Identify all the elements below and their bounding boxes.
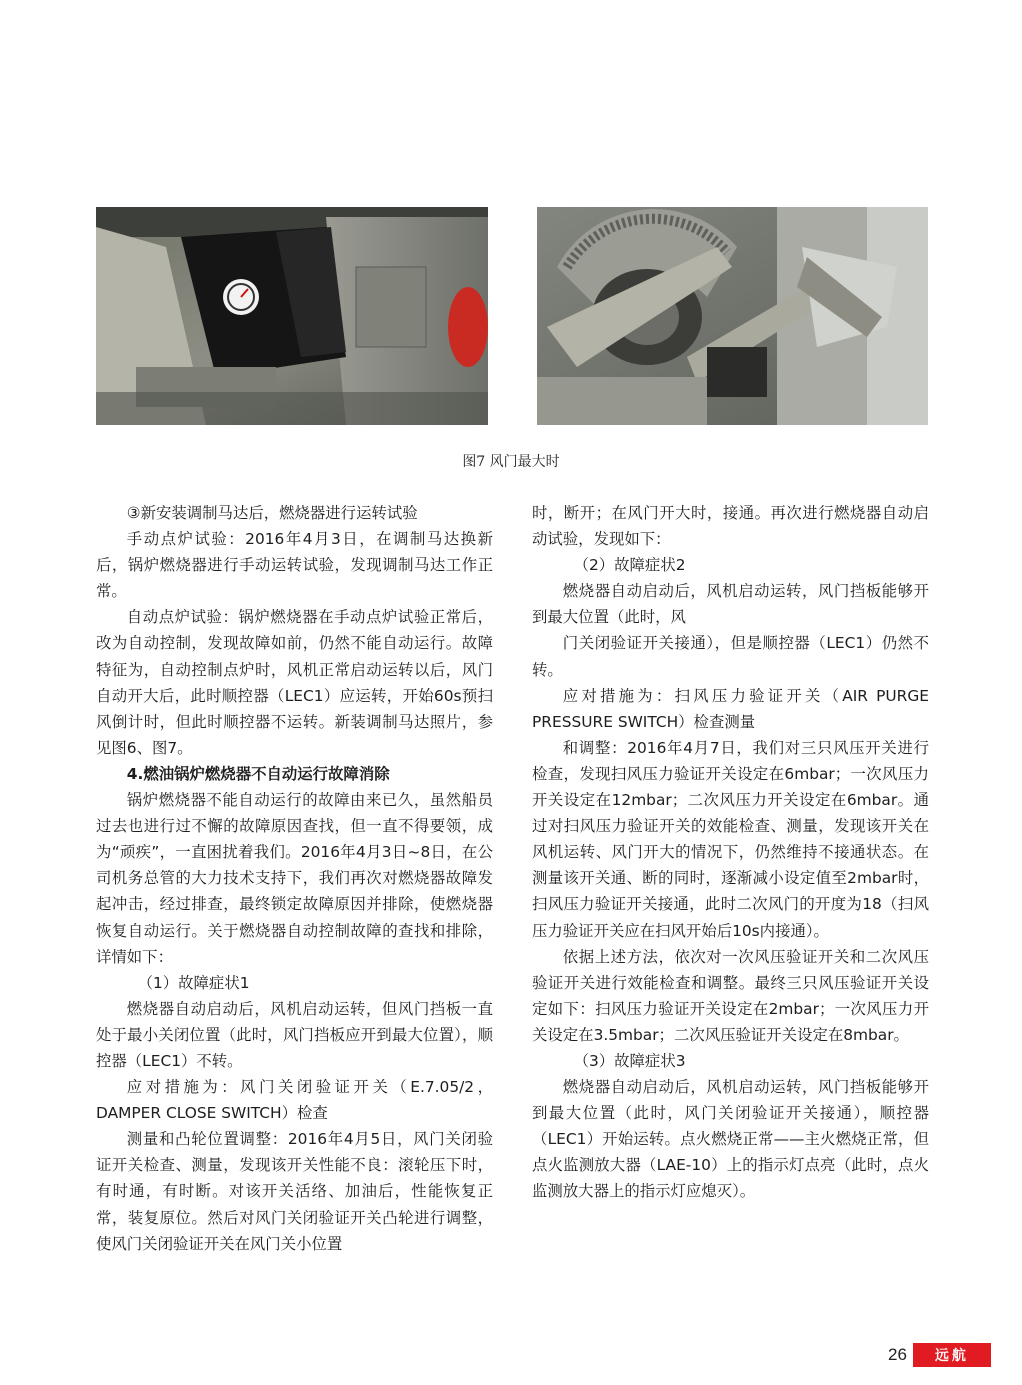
- paragraph: 燃烧器自动启动后，风机启动运转，风门挡板能够开到最大位置（此时，风: [532, 582, 929, 627]
- subsection-heading: （1）故障症状1: [137, 973, 250, 992]
- paragraph: 依据上述方法，依次对一次风压验证开关和二次风压验证开关进行效能检查和调整。最终三只风压验证开关设定如下：扫风压力验证开关设定在2mbar；一次风压力开关设定在3.5mbar；二次风压验证开关设定在8mbar。: [532, 947, 929, 1044]
- paragraph: 自动点炉试验：锅炉燃烧器在手动点炉试验正常后，改为自动控制，发现故障如前，仍然不能自动运行。故障特征为，自动控制点炉时，风机正常启动运转以后，风门自动开大后，此时顺控器（LEC1）应运转，开始60s预扫风倒计时，但此时顺控器不运转。新装调制马达照片，参见图6、图7。: [96, 608, 493, 757]
- right-text-column: [532, 500, 929, 1205]
- subsection-heading: （3）故障症状3: [573, 1051, 686, 1070]
- paragraph: 和调整：2016年4月7日，我们对三只风压开关进行检查，发现扫风压力验证开关设定在6mbar；一次风压力开关设定在12mbar；二次风压力开关设定在6mbar。通过对扫风压力验证开关的效能检查、测量，发现该开关在风机运转、风门开大的情况下，仍然维持不接通状态。在测量该开关通、断的同时，逐渐减小设定值至2mbar时，扫风压力验证开关接通，此时二次风门的开度为18（扫风压力验证开关应在扫风开始后10s内接通）。: [532, 738, 929, 940]
- paragraph: 测量和凸轮位置调整：2016年4月5日，风门关闭验证开关检查、测量，发现该开关性能不良：滚轮压下时，有时通，有时断。对该开关活络、加油后，性能恢复正常，装复原位。然后对风门关闭验证开关凸轮进行调整，使风门关闭验证开关在风门关小位置: [96, 1130, 493, 1253]
- burner-actuator-photo: [96, 207, 488, 425]
- paragraph: 时，断开；在风门开大时，接通。再次进行燃烧器自动启动试验，发现如下：: [532, 504, 929, 549]
- figure-caption: 图7 风门最大时: [462, 454, 560, 470]
- section-heading: 4.燃油锅炉燃烧器不自动运行故障消除: [126, 764, 390, 783]
- magazine-brand-tag: 远航: [913, 1343, 991, 1367]
- paragraph: 应对措施为：风门关闭验证开关（E.7.05/2，DAMPER CLOSE SWITCH）检查: [96, 1078, 493, 1123]
- page-number: 26: [888, 1345, 907, 1364]
- paragraph: 手动点炉试验：2016年4月3日，在调制马达换新后，锅炉燃烧器进行手动运转试验，发现调制马达工作正常。: [96, 530, 493, 601]
- paragraph: 门关闭验证开关接通），但是顺控器（LEC1）仍然不转。: [532, 634, 929, 679]
- left-text-column: [96, 500, 493, 1257]
- paragraph: 燃烧器自动启动后，风机启动运转，但风门挡板一直处于最小关闭位置（此时，风门挡板应开到最大位置），顺控器（LEC1）不转。: [96, 999, 493, 1070]
- paragraph: ③新安装调制马达后，燃烧器进行运转试验: [126, 504, 418, 522]
- figure-photo-right: [537, 207, 928, 425]
- paragraph: 锅炉燃烧器不能自动运行的故障由来已久，虽然船员过去也进行过不懈的故障原因查找，但一直不得要领，成为“顽疾”，一直困扰着我们。2016年4月3日~8日，在公司机务总管的大力技术支持下，我们再次对燃烧器故障发起冲击，经过排查，最终锁定故障原因并排除，使燃烧器恢复自动运行。关于燃烧器自动控制故障的查找和排除，详情如下：: [96, 791, 493, 966]
- subsection-heading: （2）故障症状2: [573, 556, 686, 575]
- paragraph: 应对措施为：扫风压力验证开关（AIR PURGE PRESSURE SWITCH）检查测量: [532, 686, 929, 731]
- page-footer: [888, 1343, 991, 1367]
- damper-linkage-photo: [537, 207, 928, 425]
- paragraph: 燃烧器自动启动后，风机启动运转，风门挡板能够开到最大位置（此时，风门关闭验证开关接通），顺控器（LEC1）开始运转。点火燃烧正常——主火燃烧正常，但点火监测放大器（LAE-10）上的指示灯点亮（此时，点火监测放大器上的指示灯应熄灭）。: [532, 1078, 929, 1201]
- figure-photo-left: [96, 207, 488, 425]
